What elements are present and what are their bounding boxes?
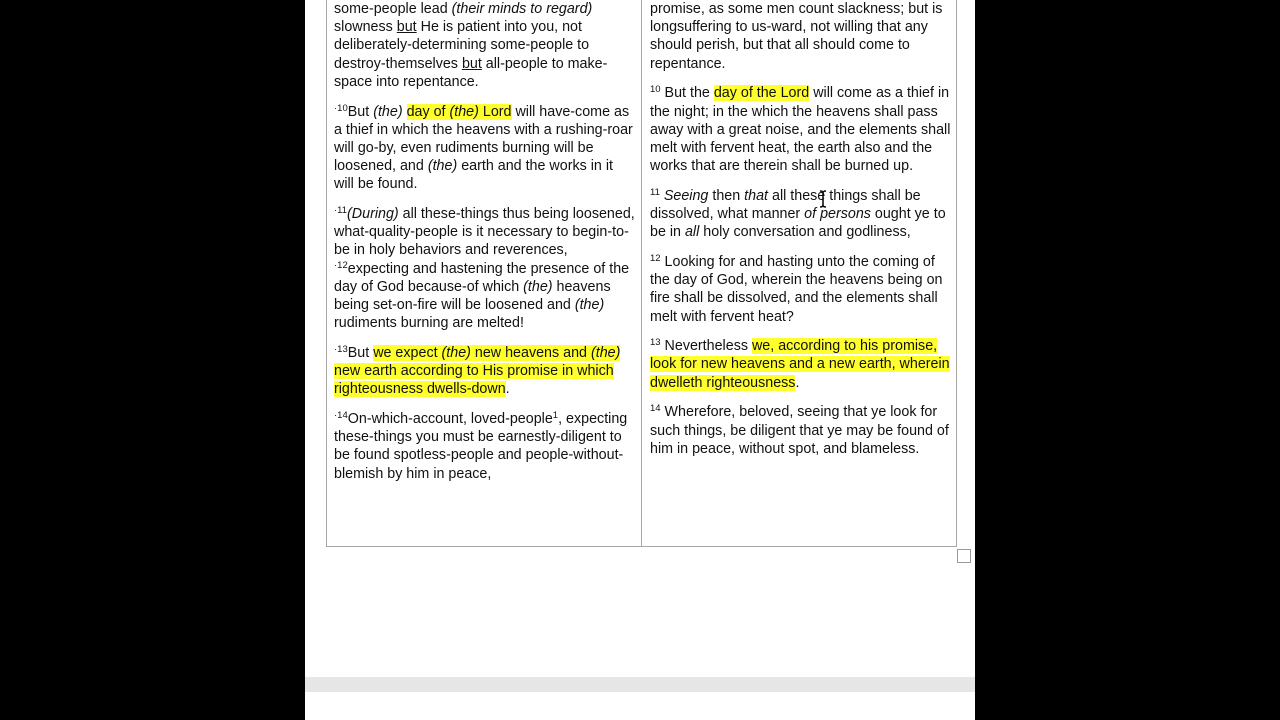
highlight: we, according to his promise, look for new heavens and a new earth, wherein dwelleth righteousness	[650, 338, 950, 391]
verse-13: $^{\cdot 13}$But we expect (the) new heavens and (the) new earth according to His promise in which righteousness dwells-down.	[334, 343, 621, 398]
text-cursor-icon	[819, 190, 827, 208]
verse-9-continued: some-people lead (their minds to regard) slowness but He is patient into you, not deliberately-determining some-people to destroy-themselves but all-people to make-space into repentance.	[334, 1, 608, 90]
highlight: day of the Lord	[713, 85, 810, 102]
kjv-verse-9-continued: promise, as some men count slackness; but is longsuffering to us-ward, not willing that any should perish, but that all should come to repentance.	[650, 1, 943, 72]
verse-number: ·12	[334, 259, 348, 271]
highlight: we expect (the) new heavens and (the) new earth according to His promise in which righteousness dwells-down	[334, 344, 621, 398]
verse-number: 10	[650, 84, 661, 96]
kjv-verse-14: $^{14}$ Wherefore, beloved, seeing that ye look for such things, be diligent that ye may be found of him in peace, without spot, and blameless.	[650, 403, 949, 457]
kjv-verse-10: $^{10}$ But the day of the Lord will come as a thief in the night; in the which the heavens shall pass away with a great noise, and the elements shall melt with fervent heat, the earth also and the works that are therein shall be burned up.	[650, 84, 951, 175]
highlight: day of (the) Lord	[406, 103, 512, 120]
kjv-verse-13: $^{13}$ Nevertheless we, according to his promise, look for new heavens and a new earth, wherein dwelleth righteousness.	[650, 337, 950, 391]
next-page	[305, 692, 975, 720]
verse-number: ·13	[334, 343, 348, 355]
table-column-divider[interactable]	[641, 0, 642, 547]
verse-11: $^{\cdot 11}$(During) all these-things thus being loosened, what-quality-people is it necessary to begin-to-be in holy behaviors and reverences,	[334, 205, 635, 259]
footnote-marker[interactable]: 1	[552, 410, 559, 422]
verse-number: ·14	[334, 410, 348, 422]
verse-number: 12	[650, 252, 661, 264]
verse-number: ·11	[334, 205, 348, 217]
verse-10: $^{\cdot 10}$But (the) day of (the) Lord will have-come as a thief in which the heavens with a rushing-roar will go-by, even rudiments burning will be loosened, and (the) earth and the works in it will be found.	[334, 102, 633, 193]
verse-number: 13	[650, 337, 661, 349]
verse-number: 11	[650, 186, 660, 198]
kjv-verse-12: $^{12}$ Looking for and hasting unto the coming of the day of God, wherein the heavens being on fire shall be dissolved, and the elements shall melt with fervent heat?	[650, 252, 943, 325]
table-resize-handle-icon[interactable]	[957, 549, 971, 563]
table-cell-right[interactable]	[650, 0, 952, 469]
kjv-verse-11: $^{11}$ Seeing then that all these things shall be dissolved, what manner of persons ought ye to be in all holy conversation and godliness,	[650, 186, 946, 241]
verse-12: $^{\cdot 12}$expecting and hastening the presence of the day of God because-of which (the) heavens being set-on-fire will be loosened and (the) rudiments burning are melted!	[334, 259, 630, 332]
verse-number: ·10	[334, 102, 348, 114]
verse-14: $^{\cdot 14}$On-which-account, loved-people$^1$, expecting these-things you must be earnestly-diligent to be found spotless-people and people-without-blemish by him in peace,	[334, 410, 628, 482]
page-gap	[305, 677, 975, 692]
verse-number: 14	[650, 403, 661, 415]
table-cell-left[interactable]	[334, 0, 636, 494]
